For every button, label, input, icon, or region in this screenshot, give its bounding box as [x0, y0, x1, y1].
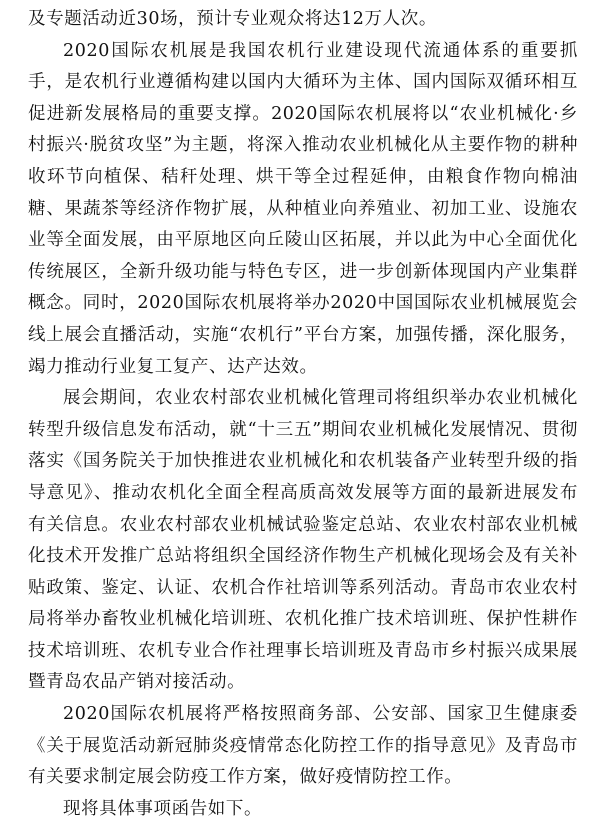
paragraph-exhibition-activities: 展会期间，农业农村部农业机械化管理司将组织举办农业机械化转型升级信息发布活动，就“十三五”期间农业机械化发展情况、贯彻落实《国务院关于加快推进农业机械化和农机装备产业转型升级的指导意见》、推动农机化全面全程高质高效发展等方面的最新进展发布有关信息。农业农村部农业机械试验鉴定总站、农业农村部农业机械化技术开发推广总站将组织全国经济作物生产机械化现场会及有关补贴政策、鉴定、认证、农机合作社培训等系列活动。青岛市农业农村局将举办畜牧业机械化培训班、农机化推广技术培训班、保护性耕作技术培训班、农机专业合作社理事长培训班及青岛市乡村振兴成果展暨青岛农品产销对接活动。 — [28, 388, 578, 693]
paragraph-closing: 现将具体事项函告如下。 — [63, 798, 263, 819]
paragraph-exhibition-overview: 2020国际农机展是我国农机行业建设现代流通体系的重要抓手，是农机行业遵循构建以国内大循环为主体、国内国际双循环相互促进新发展格局的重要支撑。2020国际农机展将以“农业机械化·乡村振兴·脱贫攻坚”为主题，将深入推动农业机械化从主要作物的耕种收环节向植保、秸秆处理、烘干等全过程延伸，由粮食作物向棉油糖、果蔬茶等经济作物扩展，从种植业向养殖业、初加工业、设施农业等全面发展，由平原地区向丘陵山区拓展，并以此为中心全面优化传统展区，全新升级功能与特色专区，进一步创新体现国内产业集群概念。同时，2020国际农机展将举办2020中国国际农业机械展览会线上展会直播活动，实施“农机行”平台方案，加强传播，深化服务，竭力推动行业复工复产、达产达效。 — [28, 40, 578, 377]
paragraph-continuation: 及专题活动近30场，预计专业观众将达12万人次。 — [28, 9, 437, 29]
paragraph-epidemic-prevention: 2020国际农机展将严格按照商务部、公安部、国家卫生健康委《关于展览活动新冠肺炎疫情常态化防控工作的指导意见》及青岛市有关要求制定展会防疫工作方案，做好疫情防控工作。 — [28, 704, 578, 788]
